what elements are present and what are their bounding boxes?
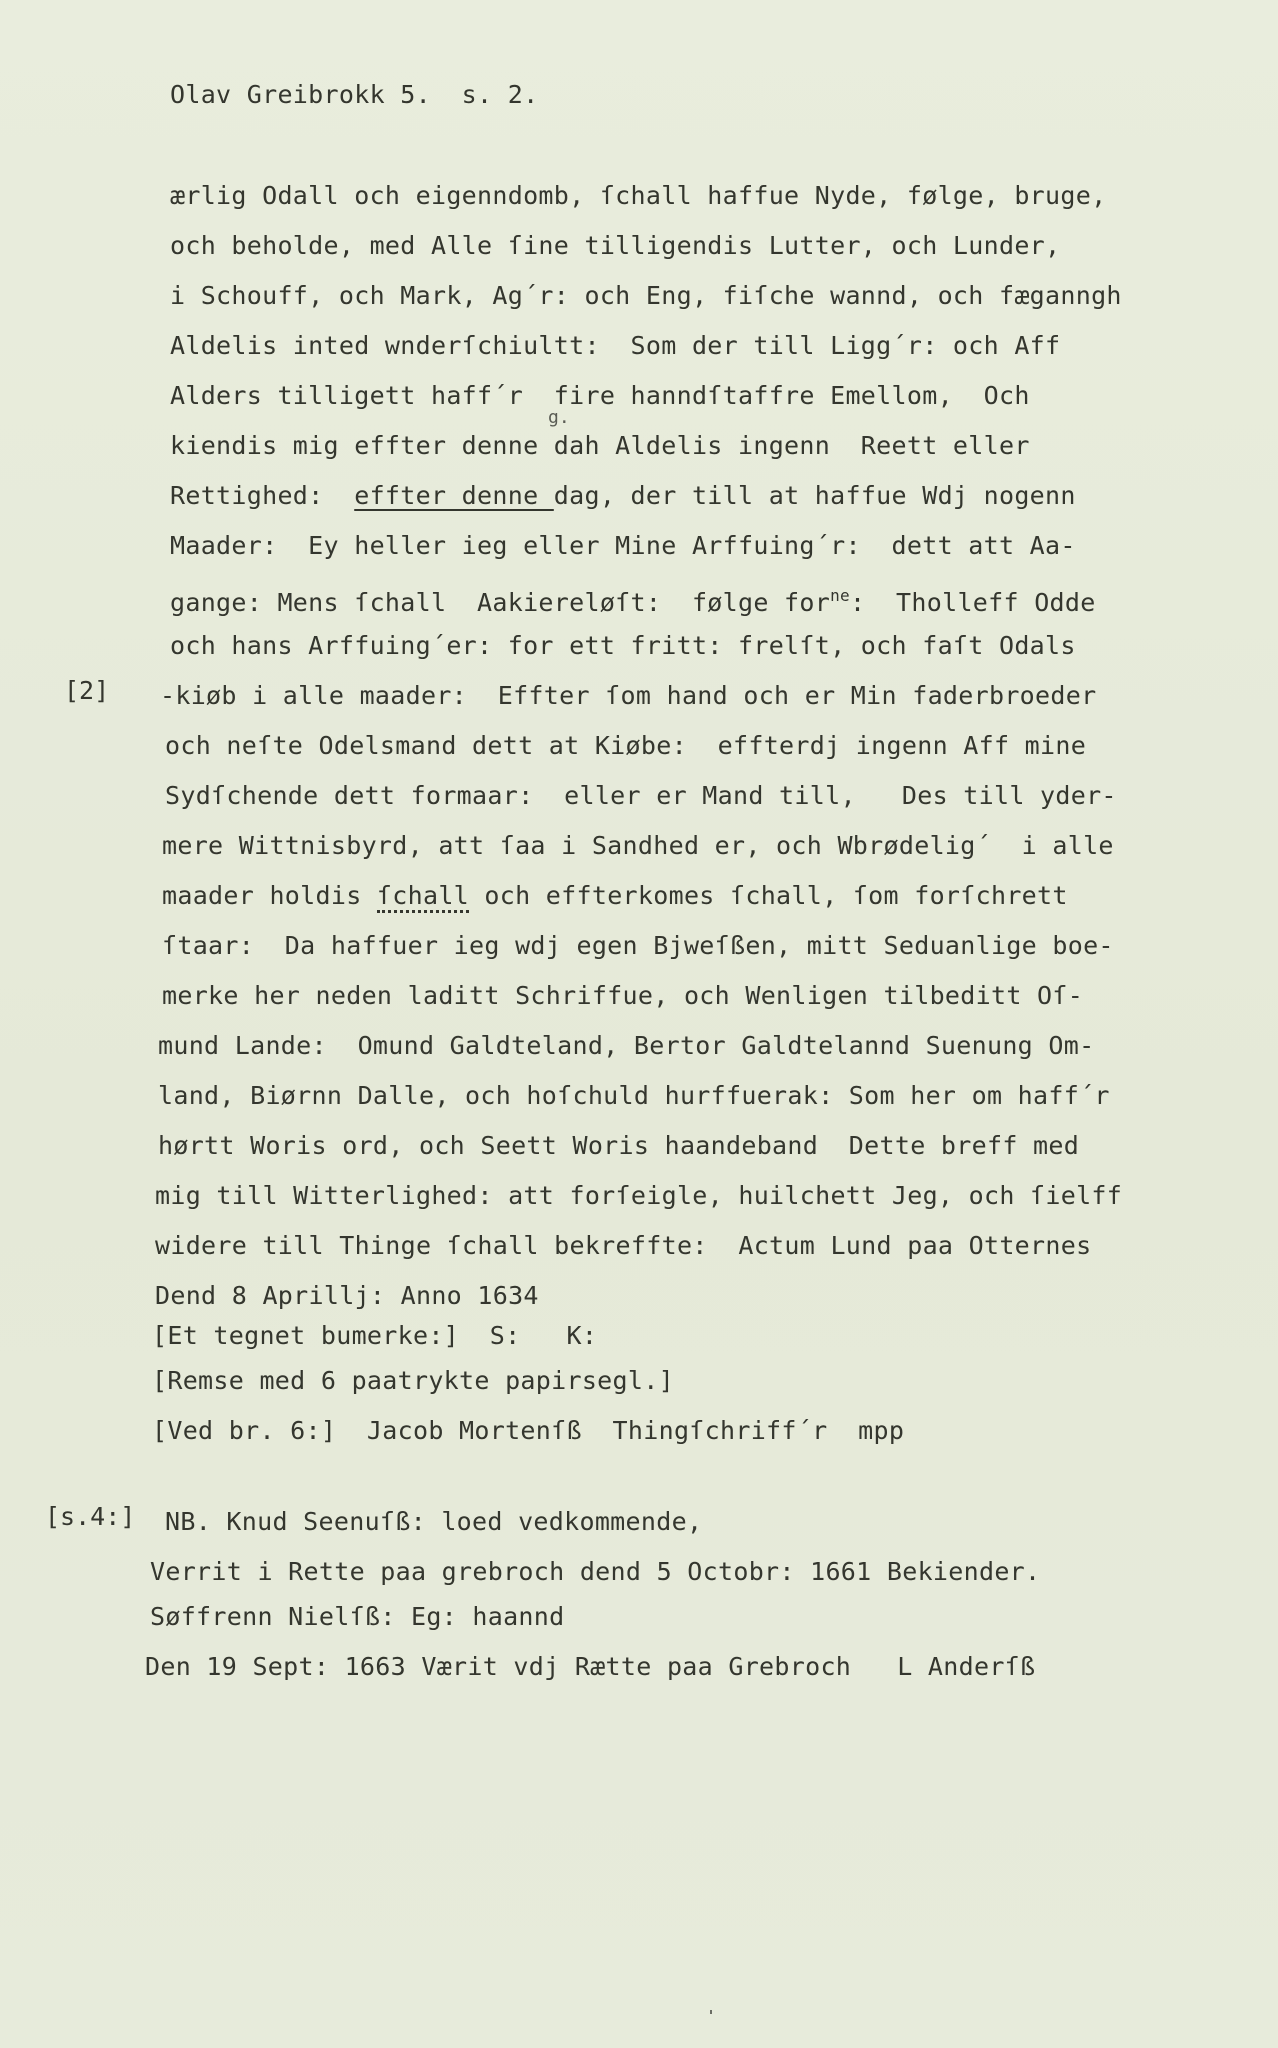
text-segment: gange: Mens ſchall Aakiereløſt: følge for [170,588,831,617]
dotted-underlined-text: ſchall [377,881,469,913]
text-line: mund Lande: Omund Galdteland, Bertor Galdtelannd Suenung Om- [158,1031,1095,1060]
text-line: -kiøb i alle maader: Effter ſom hand och er Min faderbroeder [160,681,1097,710]
interlinear-insert: g. [548,407,570,428]
text-line-dotted [162,881,1068,911]
text-line: Verrit i Rette paa grebroch dend 5 Octobr: 1661 Bekiender. [150,1557,1041,1586]
text-line: merke her neden laditt Schriffue, och Wenligen tilbeditt Oſ- [162,981,1084,1010]
text-line: Maader: Ey heller ieg eller Mine Arffuing´r: dett att Aa- [170,531,1076,560]
text-line: Alders tilligett haff´r fire hanndſtaffre Emellom, Och [170,381,1030,410]
text-line: Søffrenn Nielſß: Eg: haannd [150,1602,565,1631]
page-header: Olav Greibrokk 5. s. 2. [170,80,539,109]
margin-note: [2] [64,676,110,705]
text-line: Sydſchende dett formaar: eller er Mand till, Des till yder- [165,781,1117,810]
text-line: ærlig Odall och eigenndomb, ſchall haffue Nyde, følge, bruge, [170,181,1107,210]
underlined-text: effter denne [354,481,554,510]
text-line: NB. Knud Seenuſß: loed vedkommende, [165,1507,703,1536]
text-line: och neſte Odelsmand dett at Kiøbe: effterdj ingenn Aff mine [165,731,1087,760]
text-line: widere till Thinge ſchall bekreffte: Actum Lund paa Otternes [155,1231,1092,1260]
text-line: kiendis mig effter denne dah Aldelis ingenn Reett eller [170,431,1030,460]
text-line-underlined [170,481,1076,511]
text-line: mig till Witterlighed: att forſeigle, huilchett Jeg, och ſielff [155,1181,1123,1210]
text-line: Dend 8 Aprillj: Anno 1634 [155,1281,539,1310]
text-line: mere Wittnisbyrd, att ſaa i Sandhed er, och Wbrødelig´ i alle [162,831,1114,860]
text-line: [Remse med 6 paatrykte papirsegl.] [152,1366,674,1395]
text-segment: Rettighed: [170,481,355,510]
text-segment: maader holdis [162,881,377,910]
text-line: i Schouff, och Mark, Ag´r: och Eng, fiſche wannd, och fæganngh [170,281,1122,310]
text-line: [Et tegnet bumerke:] S: K: [152,1321,598,1350]
text-line: Den 19 Sept: 1663 Værit vdj Rætte paa Grebroch L Anderſß [145,1652,1036,1681]
text-segment: dag, der till at haffue Wdj nogenn [553,481,1076,510]
text-line: och beholde, med Alle ſine tilligendis Lutter, och Lunder, [170,231,1061,260]
text-line: [Ved br. 6:] Jacob Mortenſß Thingſchriff´r mpp [152,1416,905,1445]
text-line-superscript [170,581,1096,618]
text-line: hørtt Woris ord, och Seett Woris haandeband Dette breff med [158,1131,1080,1160]
text-segment: : Tholleff Odde [849,588,1096,617]
margin-note: [s.4:] [45,1502,136,1531]
text-line: land, Biørnn Dalle, och hoſchuld hurffuerak: Som her om haff´r [158,1081,1110,1110]
text-line: Aldelis inted wnderſchiultt: Som der till Ligg´r: och Aff [170,331,1061,360]
text-line: ſtaar: Da haffuer ieg wdj egen Bjweſßen, mitt Seduanlige boe- [162,931,1114,960]
text-line: och hans Arffuing´er: for ett fritt: frelſt, och faſt Odals [170,631,1076,660]
paper-speck [710,2010,712,2014]
superscript-text: ne [830,586,850,605]
text-segment: och effterkomes ſchall, ſom forſchrett [469,881,1068,910]
